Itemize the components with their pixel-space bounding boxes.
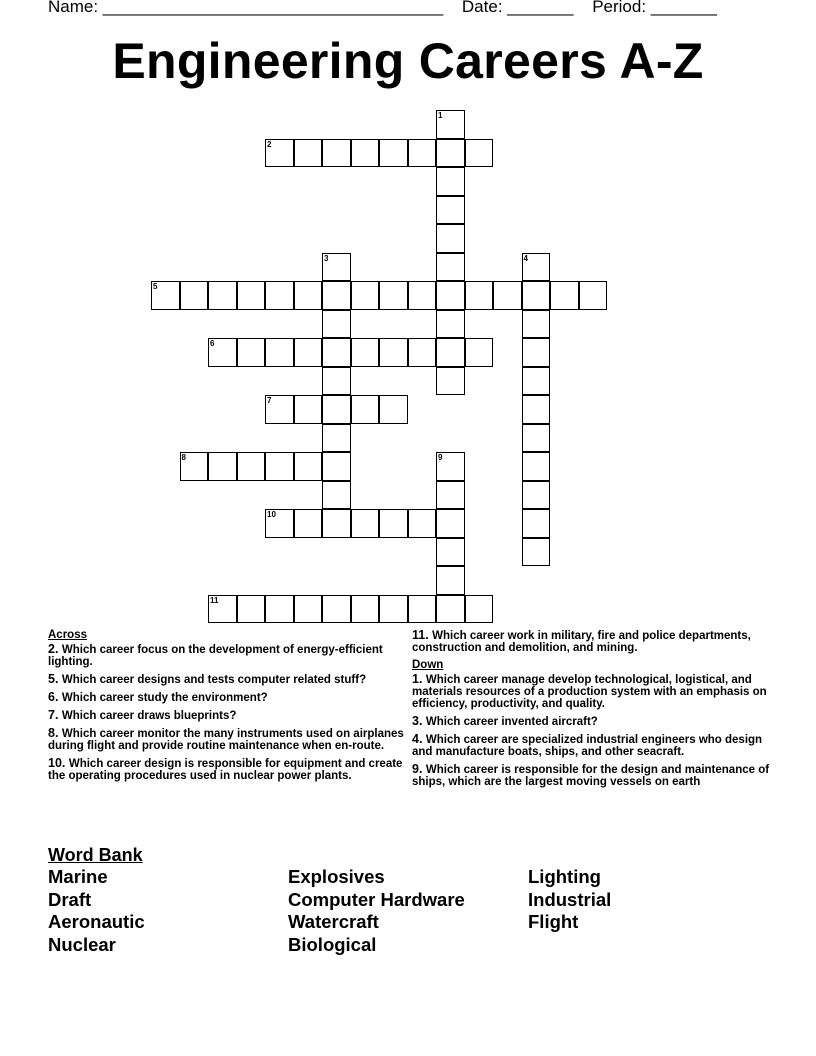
word-bank-title: Word Bank: [48, 845, 143, 865]
clue: [48, 709, 408, 722]
crossword-cell[interactable]: [322, 281, 351, 310]
clue-text: Which career designs and tests computer related stuff?: [61, 674, 367, 686]
clues-left-column: [48, 629, 408, 787]
crossword-cell[interactable]: [379, 595, 408, 624]
clue-number: 5: [153, 282, 158, 291]
crossword-cell[interactable]: [351, 395, 380, 424]
crossword-cell[interactable]: [522, 481, 551, 510]
crossword-cell[interactable]: [379, 395, 408, 424]
crossword-cell[interactable]: [408, 595, 437, 624]
word-bank-item: Biological: [288, 934, 377, 956]
crossword-cell[interactable]: [322, 310, 351, 339]
crossword-cell[interactable]: [408, 139, 437, 168]
clue-number: 5.: [48, 672, 62, 686]
crossword-cell[interactable]: [351, 595, 380, 624]
clue-number: 1: [438, 111, 443, 120]
crossword-cell[interactable]: [436, 196, 465, 225]
crossword-cell[interactable]: [379, 281, 408, 310]
crossword-cell[interactable]: [408, 509, 437, 538]
clue-text: Which career work in military, fire and police departments, construction and demolition, and mining.: [412, 630, 751, 654]
crossword-cell[interactable]: [436, 367, 465, 396]
clue: [48, 727, 408, 752]
crossword-cell[interactable]: [436, 481, 465, 510]
word-bank-item: Industrial: [528, 888, 612, 910]
across-clue-list-continued: [412, 629, 772, 654]
crossword-cell[interactable]: [322, 253, 351, 282]
crossword-cell[interactable]: [522, 538, 551, 567]
crossword-cell[interactable]: [351, 509, 380, 538]
word-bank-item: Marine: [48, 866, 108, 887]
name-field[interactable]: Name: ____________________________________: [48, 0, 444, 16]
crossword-cell[interactable]: [294, 595, 323, 624]
clue-number: 2.: [48, 642, 62, 656]
crossword-cell[interactable]: [322, 481, 351, 510]
crossword-cell[interactable]: [436, 167, 465, 196]
clue: [412, 715, 772, 728]
crossword-cell[interactable]: [294, 452, 323, 481]
crossword-cell[interactable]: [436, 110, 465, 139]
crossword-cell[interactable]: [408, 281, 437, 310]
crossword-cell[interactable]: [522, 424, 551, 453]
clue-text: Which career design is responsible for equipment and create the operating procedures used in nuclear power plants.: [48, 758, 403, 782]
crossword-cell[interactable]: [294, 509, 323, 538]
crossword-cell[interactable]: [322, 139, 351, 168]
crossword-cell[interactable]: [294, 139, 323, 168]
down-clue-list: [412, 673, 772, 788]
word-bank-item: Aeronautic: [48, 911, 145, 933]
crossword-cell[interactable]: [436, 338, 465, 367]
crossword-cell[interactable]: [408, 338, 437, 367]
clue-number: 11.: [412, 628, 433, 642]
clue: [412, 629, 772, 654]
crossword-cell[interactable]: [208, 452, 237, 481]
crossword-cell[interactable]: [294, 395, 323, 424]
crossword-cell[interactable]: [550, 281, 579, 310]
crossword-cell[interactable]: [265, 281, 294, 310]
crossword-cell[interactable]: [493, 281, 522, 310]
crossword-cell[interactable]: [436, 310, 465, 339]
clue-number: 4: [523, 253, 528, 263]
crossword-cell[interactable]: [294, 281, 323, 310]
crossword-cell[interactable]: [265, 338, 294, 367]
word-bank-item: Draft: [48, 888, 92, 910]
crossword-cell[interactable]: [237, 452, 266, 481]
word-bank-item: Nuclear: [48, 934, 116, 956]
crossword-cell[interactable]: [322, 338, 351, 367]
word-bank-item: Explosives: [288, 866, 385, 887]
clue: [48, 691, 408, 704]
clue-number: 4.: [412, 732, 426, 746]
clues-right-column: [412, 629, 772, 793]
crossword-cell[interactable]: [579, 281, 608, 310]
crossword-cell[interactable]: [237, 595, 266, 624]
crossword-cell[interactable]: [436, 452, 465, 481]
date-field[interactable]: Date: _______: [461, 0, 574, 16]
clue: [48, 643, 408, 668]
crossword-cell[interactable]: [265, 139, 294, 168]
clue: [412, 733, 772, 758]
crossword-cell[interactable]: [522, 367, 551, 396]
crossword-cell[interactable]: [465, 139, 494, 168]
crossword-cell[interactable]: [379, 139, 408, 168]
word-bank-item: Computer Hardware: [288, 888, 465, 910]
crossword-cell[interactable]: [322, 452, 351, 481]
clue-number: 3: [324, 253, 329, 263]
crossword-cell[interactable]: [351, 338, 380, 367]
clue-number: 8: [181, 453, 186, 462]
crossword-cell[interactable]: [379, 509, 408, 538]
crossword-cell[interactable]: [522, 310, 551, 339]
crossword-cell[interactable]: [237, 338, 266, 367]
crossword-cell[interactable]: [322, 424, 351, 453]
crossword-cell[interactable]: [436, 139, 465, 168]
crossword-cell[interactable]: [522, 253, 551, 282]
crossword-cell[interactable]: [237, 281, 266, 310]
clue-number: 9.: [412, 762, 426, 776]
crossword-cell[interactable]: [351, 139, 380, 168]
clue-number: 1.: [412, 672, 426, 686]
crossword-cell[interactable]: [265, 452, 294, 481]
crossword-cell[interactable]: [322, 509, 351, 538]
crossword-cell[interactable]: [465, 338, 494, 367]
clue-text: Which career focus on the development of energy-efficient lighting.: [48, 644, 383, 668]
crossword-cell[interactable]: [436, 595, 465, 624]
clue-number: 9: [438, 453, 443, 462]
clue-number: 3.: [412, 714, 426, 728]
crossword-cell[interactable]: [322, 367, 351, 396]
crossword-cell[interactable]: [180, 281, 209, 310]
across-clue-list: [48, 643, 408, 782]
clue-text: Which career manage develop technological, logistical, and materials resources of a production system with an emphasis on efficiency, productivity, and quality.: [412, 674, 767, 710]
clue-text: Which career study the environment?: [61, 692, 268, 704]
clue: [48, 673, 408, 686]
down-heading: Down: [412, 659, 444, 671]
clue: [48, 757, 408, 782]
clue-text: Which career draws blueprints?: [61, 710, 237, 722]
crossword-cell[interactable]: [208, 281, 237, 310]
across-heading: Across: [48, 629, 87, 641]
crossword-cell[interactable]: [351, 281, 380, 310]
crossword-cell[interactable]: [436, 281, 465, 310]
clue-number: 10.: [48, 756, 69, 770]
crossword-cell[interactable]: [180, 452, 209, 481]
clue-number: 8.: [48, 726, 62, 740]
crossword-cell[interactable]: [522, 509, 551, 538]
crossword-cell[interactable]: [522, 395, 551, 424]
clue-text: Which career are specialized industrial engineers who design and manufacture boats, ships, and other seacraft.: [412, 734, 763, 758]
crossword-cell[interactable]: [208, 338, 237, 367]
crossword-cell[interactable]: [379, 338, 408, 367]
crossword-cell[interactable]: [465, 595, 494, 624]
crossword-cell[interactable]: [322, 595, 351, 624]
crossword-cell[interactable]: [151, 281, 180, 310]
period-field[interactable]: Period: _______: [592, 0, 717, 16]
clue-text: Which career invented aircraft?: [425, 716, 598, 728]
crossword-cell[interactable]: [265, 509, 294, 538]
crossword-cell[interactable]: [265, 595, 294, 624]
crossword-cell[interactable]: [465, 281, 494, 310]
clue-number: 11: [210, 595, 219, 605]
page-title: Engineering Careers A-Z: [112, 33, 704, 89]
word-bank-item: Lighting: [528, 866, 601, 887]
clue-text: Which career is responsible for the design and maintenance of ships, which are the largest moving vessels on earth: [412, 764, 770, 788]
crossword-cell[interactable]: [522, 452, 551, 481]
crossword-cell[interactable]: [322, 395, 351, 424]
crossword-cell[interactable]: [436, 538, 465, 567]
clue-number: 6: [210, 339, 215, 348]
clue-number: 10: [267, 510, 276, 519]
crossword-cell[interactable]: [436, 224, 465, 253]
clue: [412, 763, 772, 788]
crossword-cell[interactable]: [436, 253, 465, 282]
crossword-cell[interactable]: [208, 595, 237, 624]
clue-text: Which career monitor the many instruments used on airplanes during flight and provide routine maintenance when en-route.: [48, 728, 404, 752]
clue: [412, 673, 772, 710]
crossword-cell[interactable]: [436, 509, 465, 538]
word-bank-item: Watercraft: [288, 911, 379, 933]
crossword-cell[interactable]: [294, 338, 323, 367]
clue-number: 2: [267, 139, 272, 149]
clue-number: 7: [267, 396, 272, 405]
word-bank-item: Flight: [528, 911, 579, 933]
crossword-cell[interactable]: [265, 395, 294, 424]
clue-number: 7.: [48, 708, 62, 722]
clue-number: 6.: [48, 690, 62, 704]
crossword-cell[interactable]: [436, 566, 465, 595]
crossword-cell[interactable]: [522, 338, 551, 367]
crossword-cell[interactable]: [522, 281, 551, 310]
